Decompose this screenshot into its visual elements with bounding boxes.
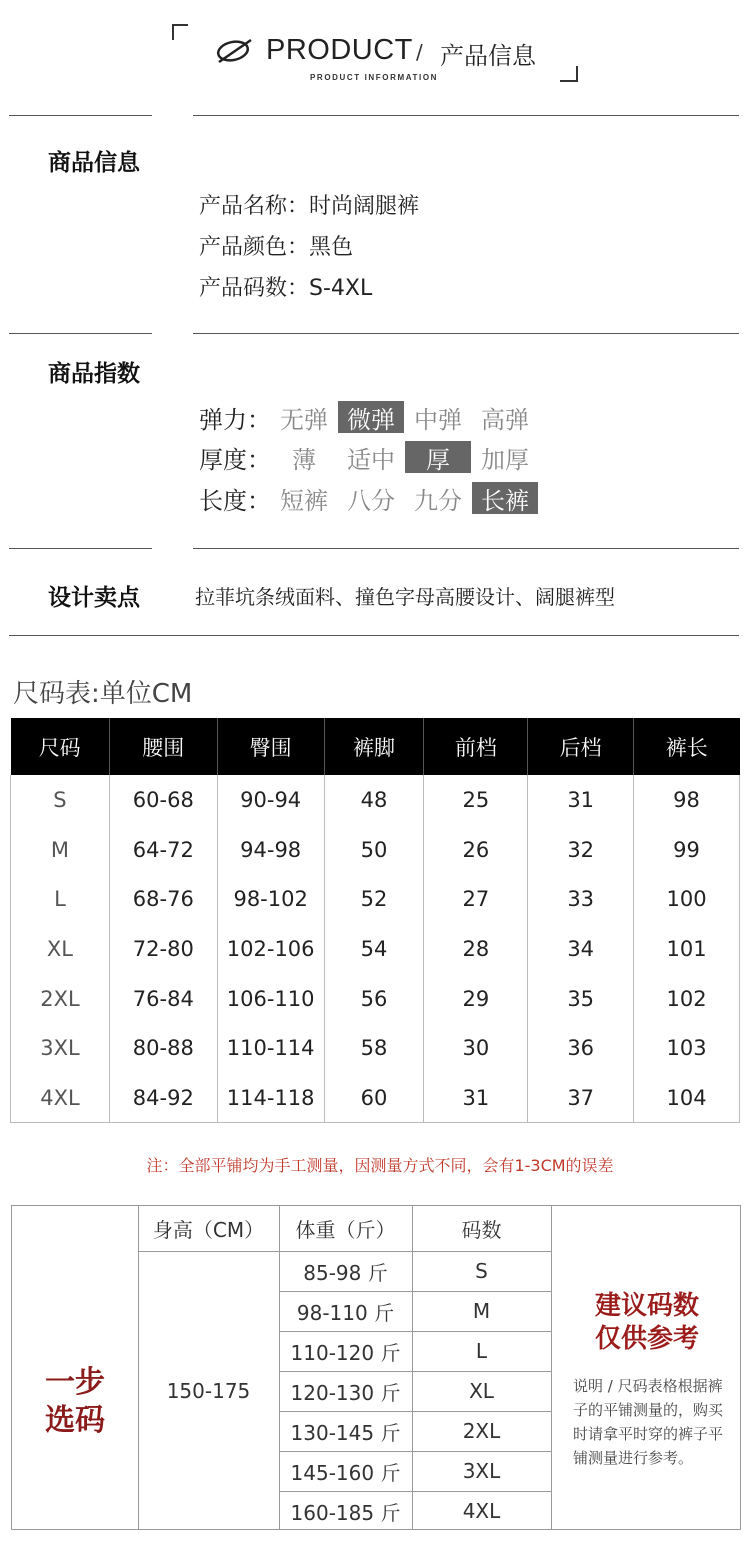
size-cell: S <box>11 775 110 825</box>
measurement-cell: 72-80 <box>109 924 217 974</box>
index-option: 短裤 <box>280 486 328 515</box>
measurement-cell: 68-76 <box>109 874 217 924</box>
oval-slash-logo-icon <box>213 38 257 64</box>
index-option: 九分 <box>414 486 462 515</box>
measurement-cell: 94-98 <box>217 825 324 875</box>
measurement-note: 注：全部平铺均为手工测量，因测量方式不同，会有1-3CM的误差 <box>146 1156 614 1175</box>
index-row-length <box>199 482 539 514</box>
recommendation-title <box>552 1290 742 1356</box>
size-chart-row <box>11 874 740 924</box>
info-line-color: 产品颜色：黑色 <box>199 235 354 260</box>
measurement-cell: 102 <box>634 974 740 1024</box>
size-cell: L <box>11 874 110 924</box>
column-header: 前档 <box>424 718 528 775</box>
divider-full <box>9 635 739 636</box>
measurement-cell: 56 <box>324 974 424 1024</box>
size-chart-row <box>11 1023 740 1073</box>
header-subtitle: PRODUCT INFORMATION <box>310 73 439 82</box>
header-title-cn: 产品信息 <box>440 42 536 70</box>
measurement-cell: 80-88 <box>109 1023 217 1073</box>
grid-line <box>551 1206 552 1529</box>
measurement-cell: 52 <box>324 874 424 924</box>
measurement-cell: 31 <box>424 1073 528 1123</box>
column-header: 体重（斤） <box>295 1218 396 1242</box>
index-option: 中弹 <box>414 405 462 434</box>
measurement-cell: 25 <box>424 775 528 825</box>
weight-cell: 160-185 斤 <box>290 1500 401 1525</box>
measurement-cell: 50 <box>324 825 424 875</box>
size-cell: 3XL <box>462 1459 501 1483</box>
measurement-cell: 31 <box>528 775 634 825</box>
weight-cell: 120-130 斤 <box>290 1380 401 1405</box>
size-cell: XL <box>469 1379 494 1403</box>
index-option: 薄 <box>292 445 316 474</box>
height-range: 150-175 <box>166 1379 251 1403</box>
index-option: 高弹 <box>481 405 529 434</box>
size-cell: M <box>11 825 110 875</box>
size-cell: 4XL <box>462 1499 501 1523</box>
measurement-cell: 76-84 <box>109 974 217 1024</box>
index-option-selected: 微弹 <box>338 401 404 433</box>
size-chart-row <box>11 1073 740 1123</box>
measurement-cell: 33 <box>528 874 634 924</box>
measurement-cell: 102-106 <box>217 924 324 974</box>
size-chart-row <box>11 974 740 1024</box>
corner-bracket-top-left <box>172 24 188 40</box>
index-option: 加厚 <box>481 445 529 474</box>
section-title-product-info: 商品信息 <box>48 150 140 176</box>
measurement-cell: 35 <box>528 974 634 1024</box>
divider-right <box>193 115 739 116</box>
step-title-line: 一步 <box>45 1365 105 1400</box>
index-row-elasticity <box>199 401 539 433</box>
column-header: 裤长 <box>634 718 740 775</box>
column-header: 后档 <box>528 718 634 775</box>
measurement-cell: 30 <box>424 1023 528 1073</box>
column-header: 裤脚 <box>324 718 424 775</box>
column-header: 尺码 <box>11 718 110 775</box>
measurement-cell: 101 <box>634 924 740 974</box>
measurement-cell: 104 <box>634 1073 740 1123</box>
recommendation-line: 建议码数 <box>594 1291 699 1321</box>
one-step-size-title <box>12 1364 138 1440</box>
weight-cell: 85-98 斤 <box>303 1260 388 1285</box>
measurement-cell: 60 <box>324 1073 424 1123</box>
size-cell: 2XL <box>462 1419 501 1443</box>
info-line-name: 产品名称：时尚阔腿裤 <box>199 194 420 219</box>
divider-left <box>9 115 152 116</box>
measurement-cell: 90-94 <box>217 775 324 825</box>
column-header: 码数 <box>461 1218 502 1242</box>
column-header: 身高（CM） <box>152 1218 265 1242</box>
recommendation-description: 说明 / 尺码表格根据裤子的平铺测量的，购买时请拿平时穿的裤子平铺测量进行参考。 <box>573 1377 724 1467</box>
measurement-cell: 98-102 <box>217 874 324 924</box>
size-cell: M <box>472 1299 491 1323</box>
measurement-cell: 37 <box>528 1073 634 1123</box>
weight-cell: 98-110 斤 <box>296 1300 395 1325</box>
size-cell: XL <box>11 924 110 974</box>
size-chart-row <box>11 825 740 875</box>
product-header <box>0 0 750 95</box>
measurement-cell: 29 <box>424 974 528 1024</box>
size-chart-row <box>11 924 740 974</box>
info-line-size: 产品码数：S-4XL <box>199 276 373 301</box>
header-title-en: PRODUCT <box>266 34 413 66</box>
divider-left <box>9 548 152 549</box>
size-cell: L <box>475 1339 488 1363</box>
size-chart-row <box>11 775 740 825</box>
measurement-cell: 114-118 <box>217 1073 324 1123</box>
divider-right <box>193 333 739 334</box>
divider-right <box>193 548 739 549</box>
index-option-selected: 厚 <box>405 441 471 473</box>
size-cell: 4XL <box>11 1073 110 1123</box>
index-option: 无弹 <box>280 405 328 434</box>
measurement-cell: 26 <box>424 825 528 875</box>
weight-cell: 110-120 斤 <box>290 1340 401 1365</box>
index-option: 适中 <box>347 445 395 474</box>
measurement-cell: 28 <box>424 924 528 974</box>
measurement-cell: 99 <box>634 825 740 875</box>
index-label: 长度： <box>199 486 271 515</box>
weight-cell: 130-145 斤 <box>290 1420 401 1445</box>
size-cell: 2XL <box>11 974 110 1024</box>
measurement-cell: 64-72 <box>109 825 217 875</box>
size-guide-box <box>11 1205 741 1530</box>
step-title-line: 选码 <box>45 1403 105 1438</box>
corner-bracket-bottom-right <box>560 66 578 82</box>
measurement-cell: 98 <box>634 775 740 825</box>
selling-points-text: 拉菲坑条绒面料、撞色字母高腰设计、阔腿裤型 <box>195 585 615 609</box>
size-cell: 3XL <box>11 1023 110 1073</box>
index-option: 八分 <box>347 486 395 515</box>
measurement-cell: 48 <box>324 775 424 825</box>
measurement-cell: 84-92 <box>109 1073 217 1123</box>
measurement-cell: 106-110 <box>217 974 324 1024</box>
measurement-cell: 32 <box>528 825 634 875</box>
index-option-selected: 长裤 <box>472 482 538 514</box>
section-title-selling-points: 设计卖点 <box>48 585 140 611</box>
column-header: 腰围 <box>109 718 217 775</box>
weight-cell: 145-160 斤 <box>290 1460 401 1485</box>
measurement-cell: 34 <box>528 924 634 974</box>
size-chart-header-row <box>11 718 740 775</box>
measurement-cell: 36 <box>528 1023 634 1073</box>
column-header: 臀围 <box>217 718 324 775</box>
section-title-product-index: 商品指数 <box>48 361 140 387</box>
size-chart-table <box>10 718 740 1123</box>
divider-left <box>9 333 152 334</box>
header-slash: / <box>416 40 423 64</box>
index-row-thickness <box>199 441 539 473</box>
measurement-cell: 60-68 <box>109 775 217 825</box>
measurement-cell: 100 <box>634 874 740 924</box>
measurement-cell: 103 <box>634 1023 740 1073</box>
measurement-cell: 54 <box>324 924 424 974</box>
measurement-cell: 110-114 <box>217 1023 324 1073</box>
size-cell: S <box>475 1259 488 1283</box>
measurement-cell: 27 <box>424 874 528 924</box>
measurement-cell: 58 <box>324 1023 424 1073</box>
index-label: 弹力： <box>199 405 271 434</box>
recommendation-line: 仅供参考 <box>594 1324 699 1354</box>
index-label: 厚度： <box>199 445 271 474</box>
size-chart-title: 尺码表:单位CM <box>13 679 193 709</box>
